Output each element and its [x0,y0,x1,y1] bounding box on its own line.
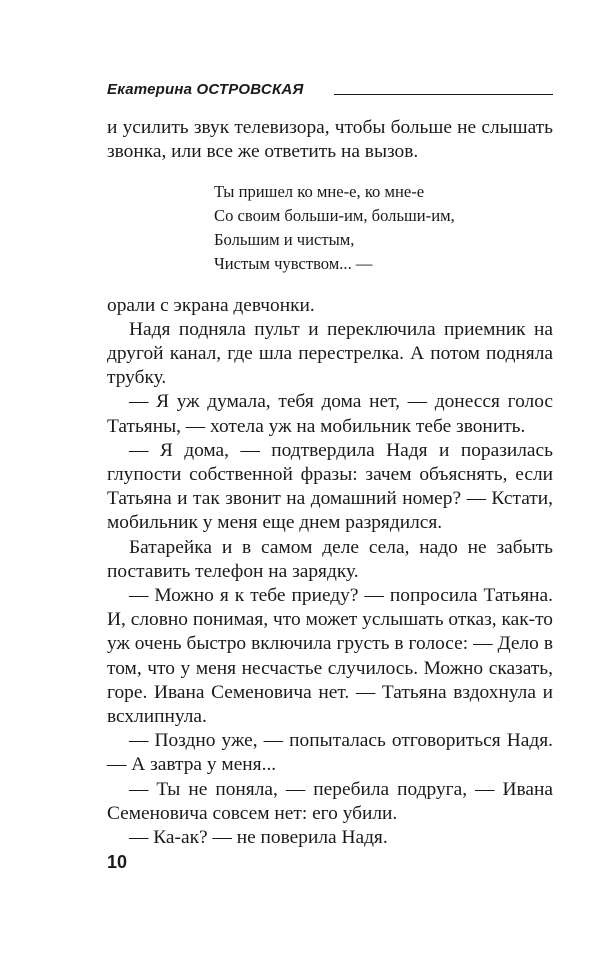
paragraph: Батарейка и в самом деле села, надо не забыть поставить телефон на зарядку. [107,536,553,582]
body-text [107,116,553,850]
paragraph: и усилить звук телевизора, чтобы больше не слышать звонка, или все же ответить на вызов. [107,117,553,163]
header-rule [334,94,553,95]
paragraph: — Я уж думала, тебя дома нет, — донесся голос Татьяны, — хотела уж на мобильник тебе звонить. [107,391,553,437]
page-number: 10 [107,852,128,872]
paragraph: орали с экрана девчонки. [107,294,315,316]
lyric-line: Со своим больши-им, больши-им, [214,206,455,226]
paragraph: — Я дома, — подтвердила Надя и поразилась глупости собственной фразы: зачем объяснять, если Татьяна и так звонит на домашний номер? — Кстати, мобильник у меня еще днем разрядился. [107,439,553,534]
lyric-line: Большим и чистым, [214,230,355,249]
running-header [107,80,553,102]
paragraph: Надя подняла пульт и переключила приемник на другой канал, где шла перестрелка. А потом подняла трубку. [107,318,553,389]
running-header-author: Екатерина ОСТРОВСКАЯ [107,81,304,98]
lyric-line: Чистым чувством... — [214,253,373,273]
paragraph: — Ка-ак? — не поверила Надя. [129,827,388,849]
lyric-line: Ты пришел ко мне-е, ко мне-е [214,182,425,202]
paragraph: — Поздно уже, — попыталась отговориться Надя. — А завтра у меня... [107,730,553,776]
paragraph: — Можно я к тебе приеду? — попросила Татьяна. И, словно понимая, что может услышать отказ, как-то уж очень быстро включила грусть в голосе: — Дело в том, что у меня несчастье случилось. Можно сказать, горе. Ивана Семеновича нет. — Татьяна вздохнула и всхлипнула. [107,585,553,728]
song-lyrics [214,180,553,275]
paragraph: — Ты не поняла, — перебила подруга, — Ивана Семеновича совсем нет: его убили. [107,778,553,824]
